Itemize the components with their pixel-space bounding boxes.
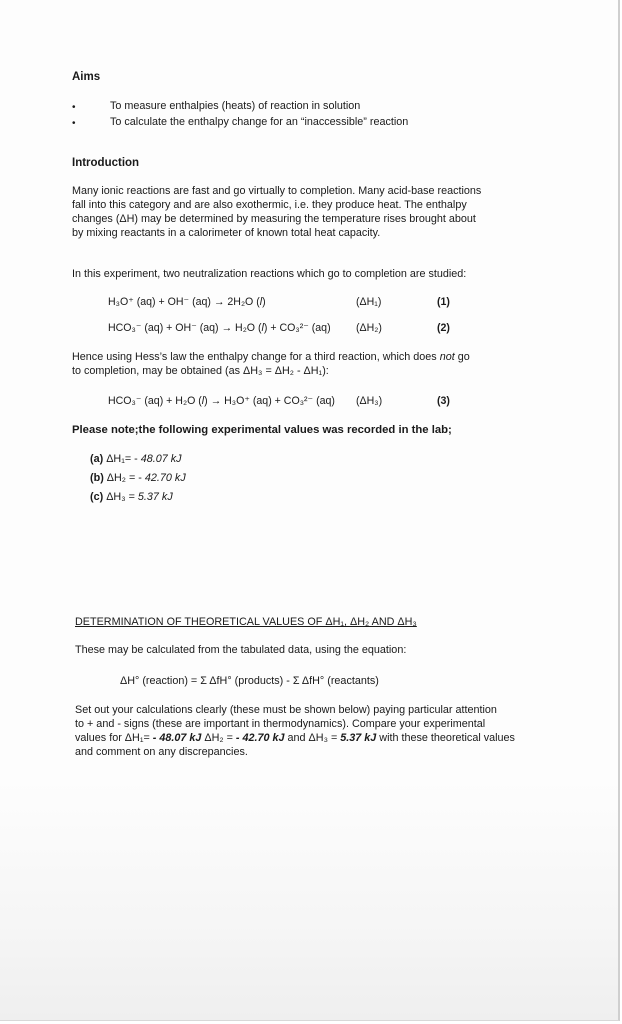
paper-shading [0, 780, 618, 1020]
aims-item-2: To calculate the enthalpy change for an “inaccessible” reaction [110, 116, 409, 128]
reaction-2: HCO₃⁻ (aq) + OH⁻ (aq) → H₂O (l) + CO₃²⁻ (aq) [108, 322, 331, 334]
theory-heading: DETERMINATION OF THEORETICAL VALUES OF ΔH₁, ΔH₂ AND ΔH₃ [75, 616, 417, 628]
reaction-3-number: (3) [437, 395, 450, 407]
theory-equation: ΔH° (reaction) = Σ ΔfH° (products) - Σ ΔfH° (reactants) [120, 675, 379, 687]
reaction-2-dh: (ΔH₂) [356, 322, 382, 334]
theory-line-1: These may be calculated from the tabulated data, using the equation: [75, 644, 407, 656]
theory-para-line-3: values for ΔH₁= - 48.07 kJ ΔH₂ = - 42.70 kJ and ΔH₃ = 5.37 kJ with these theoretical values [75, 732, 515, 744]
hess-line-1: Hence using Hess’s law the enthalpy change for a third reaction, which does not go [72, 351, 470, 363]
intro-line-2: fall into this category and are also exothermic, i.e. they produce heat. The enthalpy [72, 199, 467, 211]
reaction-2-number: (2) [437, 322, 450, 334]
intro-line-3: changes (ΔH) may be determined by measuring the temperature rises brought about [72, 213, 476, 225]
theory-para-line-2: to + and - signs (these are important in thermodynamics). Compare your experimental [75, 718, 486, 730]
reaction-1-dh: (ΔH₁) [356, 296, 382, 308]
aims-item-1: To measure enthalpies (heats) of reaction in solution [110, 100, 361, 112]
aims-heading: Aims [72, 71, 101, 83]
theory-para-line-1: Set out your calculations clearly (these must be shown below) paying particular attention [75, 704, 497, 716]
note-item-b: (b) ΔH₂ = - 42.70 kJ [90, 472, 186, 484]
bullet-icon: • [72, 118, 76, 129]
studied-line: In this experiment, two neutralization reactions which go to completion are studied: [72, 268, 467, 280]
intro-line-1: Many ionic reactions are fast and go virtually to completion. Many acid-base reactions [72, 185, 482, 197]
bullet-icon: • [72, 102, 76, 113]
introduction-heading: Introduction [72, 157, 140, 169]
reaction-3-dh: (ΔH₃) [356, 395, 383, 407]
reaction-1-number: (1) [437, 296, 450, 308]
reaction-1: H₃O⁺ (aq) + OH⁻ (aq) → 2H₂O (l) [108, 296, 266, 308]
intro-line-4: by mixing reactants in a calorimeter of known total heat capacity. [72, 227, 381, 239]
note-item-a: (a) ΔH₁= - 48.07 kJ [90, 453, 182, 465]
hess-line-2: to completion, may be obtained (as ΔH₃ = ΔH₂ - ΔH₁): [72, 365, 329, 377]
theory-para-line-4: and comment on any discrepancies. [75, 746, 248, 758]
note-heading: Please note;the following experimental values was recorded in the lab; [72, 424, 452, 436]
reaction-3: HCO₃⁻ (aq) + H₂O (l) → H₃O⁺ (aq) + CO₃²⁻ (aq) [108, 395, 335, 407]
note-item-c: (c) ΔH₃ = 5.37 kJ [90, 491, 173, 503]
